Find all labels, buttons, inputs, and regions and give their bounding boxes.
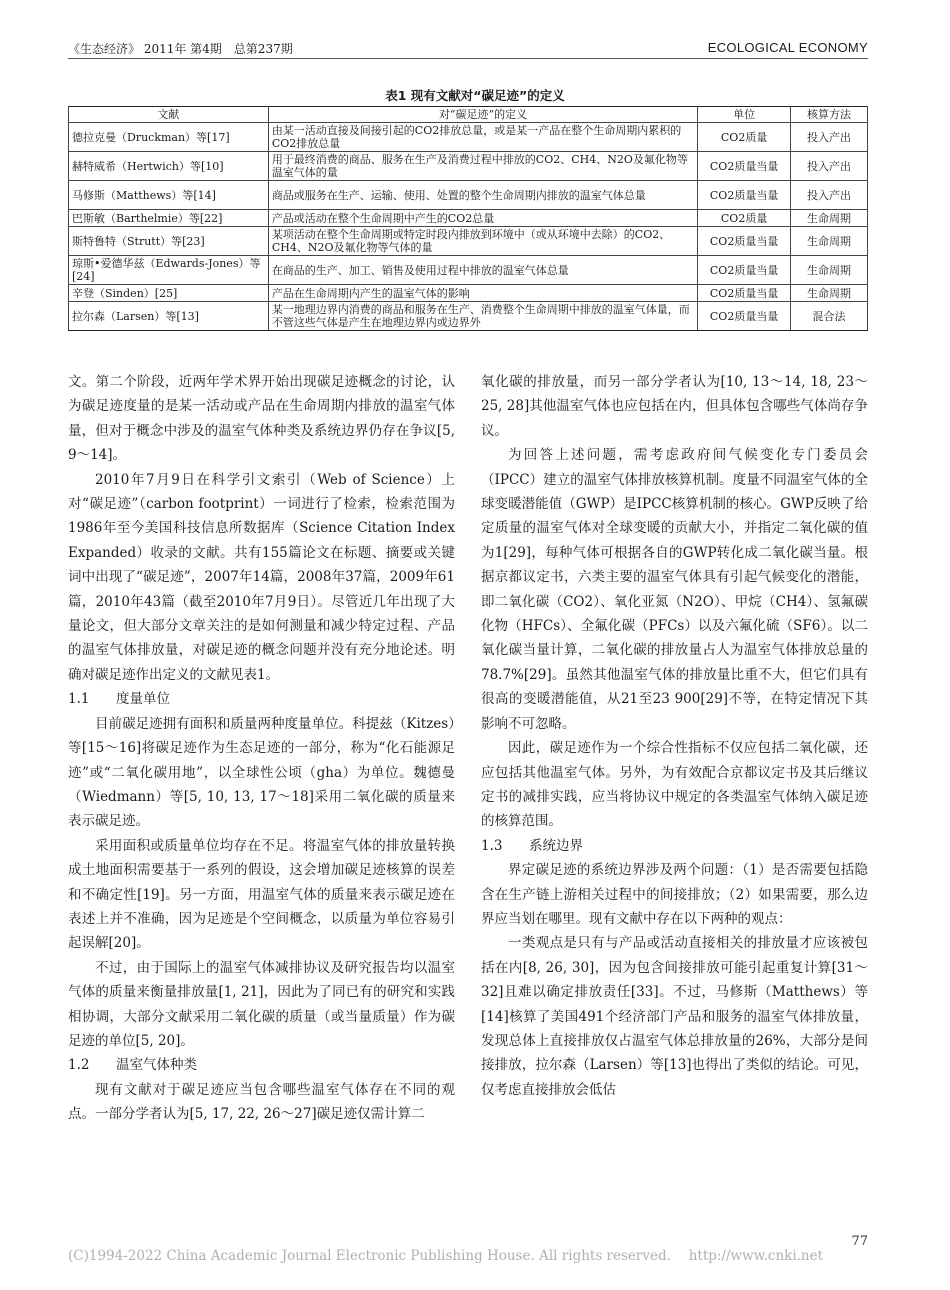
journal-issue: 《生态经济》 2011年 第4期 总第237期 <box>68 42 293 56</box>
cell-method: 投入产出 <box>791 152 868 181</box>
cell-unit: CO2质量当量 <box>698 285 791 302</box>
header-definition: 对“碳足迹”的定义 <box>268 107 697 123</box>
cell-method: 生命周期 <box>791 210 868 227</box>
section-number: 1.2 <box>68 1057 90 1074</box>
paragraph: 2010年7月9日在科学引文索引（Web of Science）上对“碳足迹”（carbon footprint）一词进行了检索，检索范围为1986年至今美国科技信息所数据库（Science Citation Index Expanded）收录的文献。共有155篇论文在标题、摘要或关键词中出现了“碳足迹”，2007年14篇，2008年37篇，2009年61篇，2010年43篇（截至2010年7月9日）。尽管近几年出现了大量论文，但大部分文章关注的是如何测量和减少特定过程、产品的温室气体排放量，对碳足迹的概念问题并没有充分地论述。明确对碳足迹作出定义的文献见表1。 <box>68 471 455 683</box>
cell-definition: 某项活动在整个生命周期或特定时段内排放到环境中（或从环境中去除）的CO2、CH4、N2O及氟化物等气体的量 <box>268 227 697 256</box>
table-row <box>69 302 868 331</box>
table-row <box>69 285 868 302</box>
paragraph: 因此，碳足迹作为一个综合性指标不仅应包括二氧化碳，还应包括其他温室气体。另外，为有效配合京都议定书及其后继议定书的减排实践，应当将协议中规定的各类温室气体纳入碳足迹的核算范围。 <box>481 740 868 830</box>
cell-definition: 产品或活动在整个生命周期中产生的CO2总量 <box>268 210 697 227</box>
paragraph: 氧化碳的排放量，而另一部分学者认为[10, 13～14, 18, 23～25, 28]其他温室气体也应包括在内，但具体包含哪些气体尚存争议。 <box>481 374 868 439</box>
paragraph: 采用面积或质量单位均存在不足。将温室气体的排放量转换成土地面积需要基于一系列的假设，这会增加碳足迹核算的误差和不确定性[19]。另一方面，用温室气体的质量来表示碳足迹在表述上并不准确，因为足迹是个空间概念，以质量为单位容易引起误解[20]。 <box>68 837 455 952</box>
cell-definition: 某一地理边界内消费的商品和服务在生产、消费整个生命周期中排放的温室气体量，而不管这些气体是产生在地理边界内或边界外 <box>268 302 697 331</box>
copyright-notice: (C)1994-2022 China Academic Journal Electronic Publishing House. All rights reserved. http://www.cnki.net <box>68 1248 824 1264</box>
section-title: 系统边界 <box>529 837 583 854</box>
header-divider <box>68 58 868 59</box>
header-literature: 文献 <box>69 107 269 123</box>
page-footer <box>0 1234 950 1274</box>
table-caption: 表1 现有文献对“碳足迹”的定义 <box>385 88 565 103</box>
definition-table <box>68 106 868 331</box>
cell-method: 生命周期 <box>791 285 868 302</box>
table-header-row <box>69 107 868 123</box>
cell-definition: 由某一活动直接及间接引起的CO2排放总量，或是某一产品在整个生命周期内累积的CO2排放总量 <box>268 123 697 152</box>
cell-unit: CO2质量当量 <box>698 256 791 285</box>
cell-method: 生命周期 <box>791 227 868 256</box>
cell-definition: 产品在生命周期内产生的温室气体的影响 <box>268 285 697 302</box>
header-unit: 单位 <box>698 107 791 123</box>
page-number: 77 <box>851 1234 868 1249</box>
cell-method: 投入产出 <box>791 123 868 152</box>
section-number: 1.3 <box>481 837 503 854</box>
cell-unit: CO2质量当量 <box>698 227 791 256</box>
cell-method: 混合法 <box>791 302 868 331</box>
table-row <box>69 227 868 256</box>
section-heading-1-2 <box>68 1053 455 1077</box>
section-heading-1-1 <box>68 687 455 711</box>
cell-literature: 赫特威希（Hertwich）等[10] <box>69 152 269 181</box>
paragraph: 现有文献对于碳足迹应当包含哪些温室气体存在不同的观点。一部分学者认为[5, 17, 22, 26～27]碳足迹仅需计算二 <box>68 1081 455 1123</box>
cell-unit: CO2质量 <box>698 123 791 152</box>
cell-literature: 拉尔森（Larsen）等[13] <box>69 302 269 331</box>
cell-unit: CO2质量当量 <box>698 152 791 181</box>
cell-literature: 马修斯（Matthews）等[14] <box>69 181 269 210</box>
left-column <box>68 370 455 1127</box>
cell-unit: CO2质量 <box>698 210 791 227</box>
paragraph: 界定碳足迹的系统边界涉及两个问题：（1）是否需要包括隐含在生产链上游相关过程中的间接排放；（2）如果需要，那么边界应当划在哪里。现有文献中存在以下两种的观点： <box>481 862 868 927</box>
cell-definition: 用于最终消费的商品、服务在生产及消费过程中排放的CO2、CH4、N2O及氟化物等温室气体的量 <box>268 152 697 181</box>
header-method: 核算方法 <box>791 107 868 123</box>
table-row <box>69 123 868 152</box>
cell-definition: 在商品的生产、加工、销售及使用过程中排放的温室气体总量 <box>268 256 697 285</box>
cell-literature: 德拉克曼（Druckman）等[17] <box>69 123 269 152</box>
table-row <box>69 256 868 285</box>
cell-definition: 商品或服务在生产、运输、使用、处置的整个生命周期内排放的温室气体总量 <box>268 181 697 210</box>
cell-method: 生命周期 <box>791 256 868 285</box>
paragraph: 文。第二个阶段，近两年学术界开始出现碳足迹概念的讨论，认为碳足迹度量的是某一活动或产品在生命周期内排放的温室气体量，但对于概念中涉及的温室气体种类及系统边界仍存在争议[5, 9～14]。 <box>68 374 455 464</box>
section-heading-1-3 <box>481 834 868 858</box>
journal-name-en: ECOLOGICAL ECONOMY <box>707 40 868 55</box>
table-row <box>69 210 868 227</box>
paragraph: 一类观点是只有与产品或活动直接相关的排放量才应该被包括在内[8, 26, 30]，因为包含间接排放可能引起重复计算[31～32]且难以确定排放责任[33]。不过，马修斯（Matthews）等[14]核算了美国491个经济部门产品和服务的温室气体排放量，发现总体上直接排放仅占温室气体总排放量的26%，大部分是间接排放，拉尔森（Larsen）等[13]也得出了类似的结论。可见，仅考虑直接排放会低估 <box>481 935 868 1098</box>
right-column <box>481 370 868 1102</box>
table-row <box>69 152 868 181</box>
table-row <box>69 181 868 210</box>
cell-method: 投入产出 <box>791 181 868 210</box>
section-number: 1.1 <box>68 691 90 708</box>
running-header <box>68 38 868 58</box>
cell-literature: 巴斯敏（Barthelmie）等[22] <box>69 210 269 227</box>
cell-literature: 辛登（Sinden）[25] <box>69 285 269 302</box>
paragraph: 为回答上述问题，需考虑政府间气候变化专门委员会（IPCC）建立的温室气体排放核算机制。度量不同温室气体的全球变暖潜能值（GWP）是IPCC核算机制的核心。GWP反映了给定质量的温室气体对全球变暖的贡献大小，并指定二氧化碳的值为1[29]，每种气体可根据各自的GWP转化成二氧化碳当量。根据京都议定书，六类主要的温室气体具有引起气候变化的潜能，即二氧化碳（CO2）、氧化亚氮（N2O）、甲烷（CH4）、氢氟碳化物（HFCs）、全氟化碳（PFCs）以及六氟化硫（SF6）。以二氧化碳当量计算，二氧化碳的排放量占人为温室气体排放总量的78.7%[29]。虽然其他温室气体的排放量比重不大，但它们具有很高的变暖潜能值，从21至23 900[29]不等，在特定情况下其影响不可忽略。 <box>481 447 868 732</box>
cell-unit: CO2质量当量 <box>698 302 791 331</box>
section-title: 度量单位 <box>116 691 170 708</box>
cell-literature: 琼斯•爱德华兹（Edwards-Jones）等[24] <box>69 256 269 285</box>
section-title: 温室气体种类 <box>116 1057 197 1074</box>
cell-literature: 斯特鲁特（Strutt）等[23] <box>69 227 269 256</box>
paragraph: 目前碳足迹拥有面积和质量两种度量单位。科提兹（Kitzes）等[15～16]将碳足迹作为生态足迹的一部分，称为“化石能源足迹”或“二氧化碳用地”，以全球性公顷（gha）为单位。魏德曼（Wiedmann）等[5, 10, 13, 17～18]采用二氧化碳的质量来表示碳足迹。 <box>68 715 455 830</box>
paragraph: 不过，由于国际上的温室气体减排协议及研究报告均以温室气体的质量来衡量排放量[1, 21]，因此为了同已有的研究和实践相协调，大部分文献采用二氧化碳的质量（或当量质量）作为碳足迹的单位[5, 20]。 <box>68 959 455 1049</box>
cell-unit: CO2质量当量 <box>698 181 791 210</box>
